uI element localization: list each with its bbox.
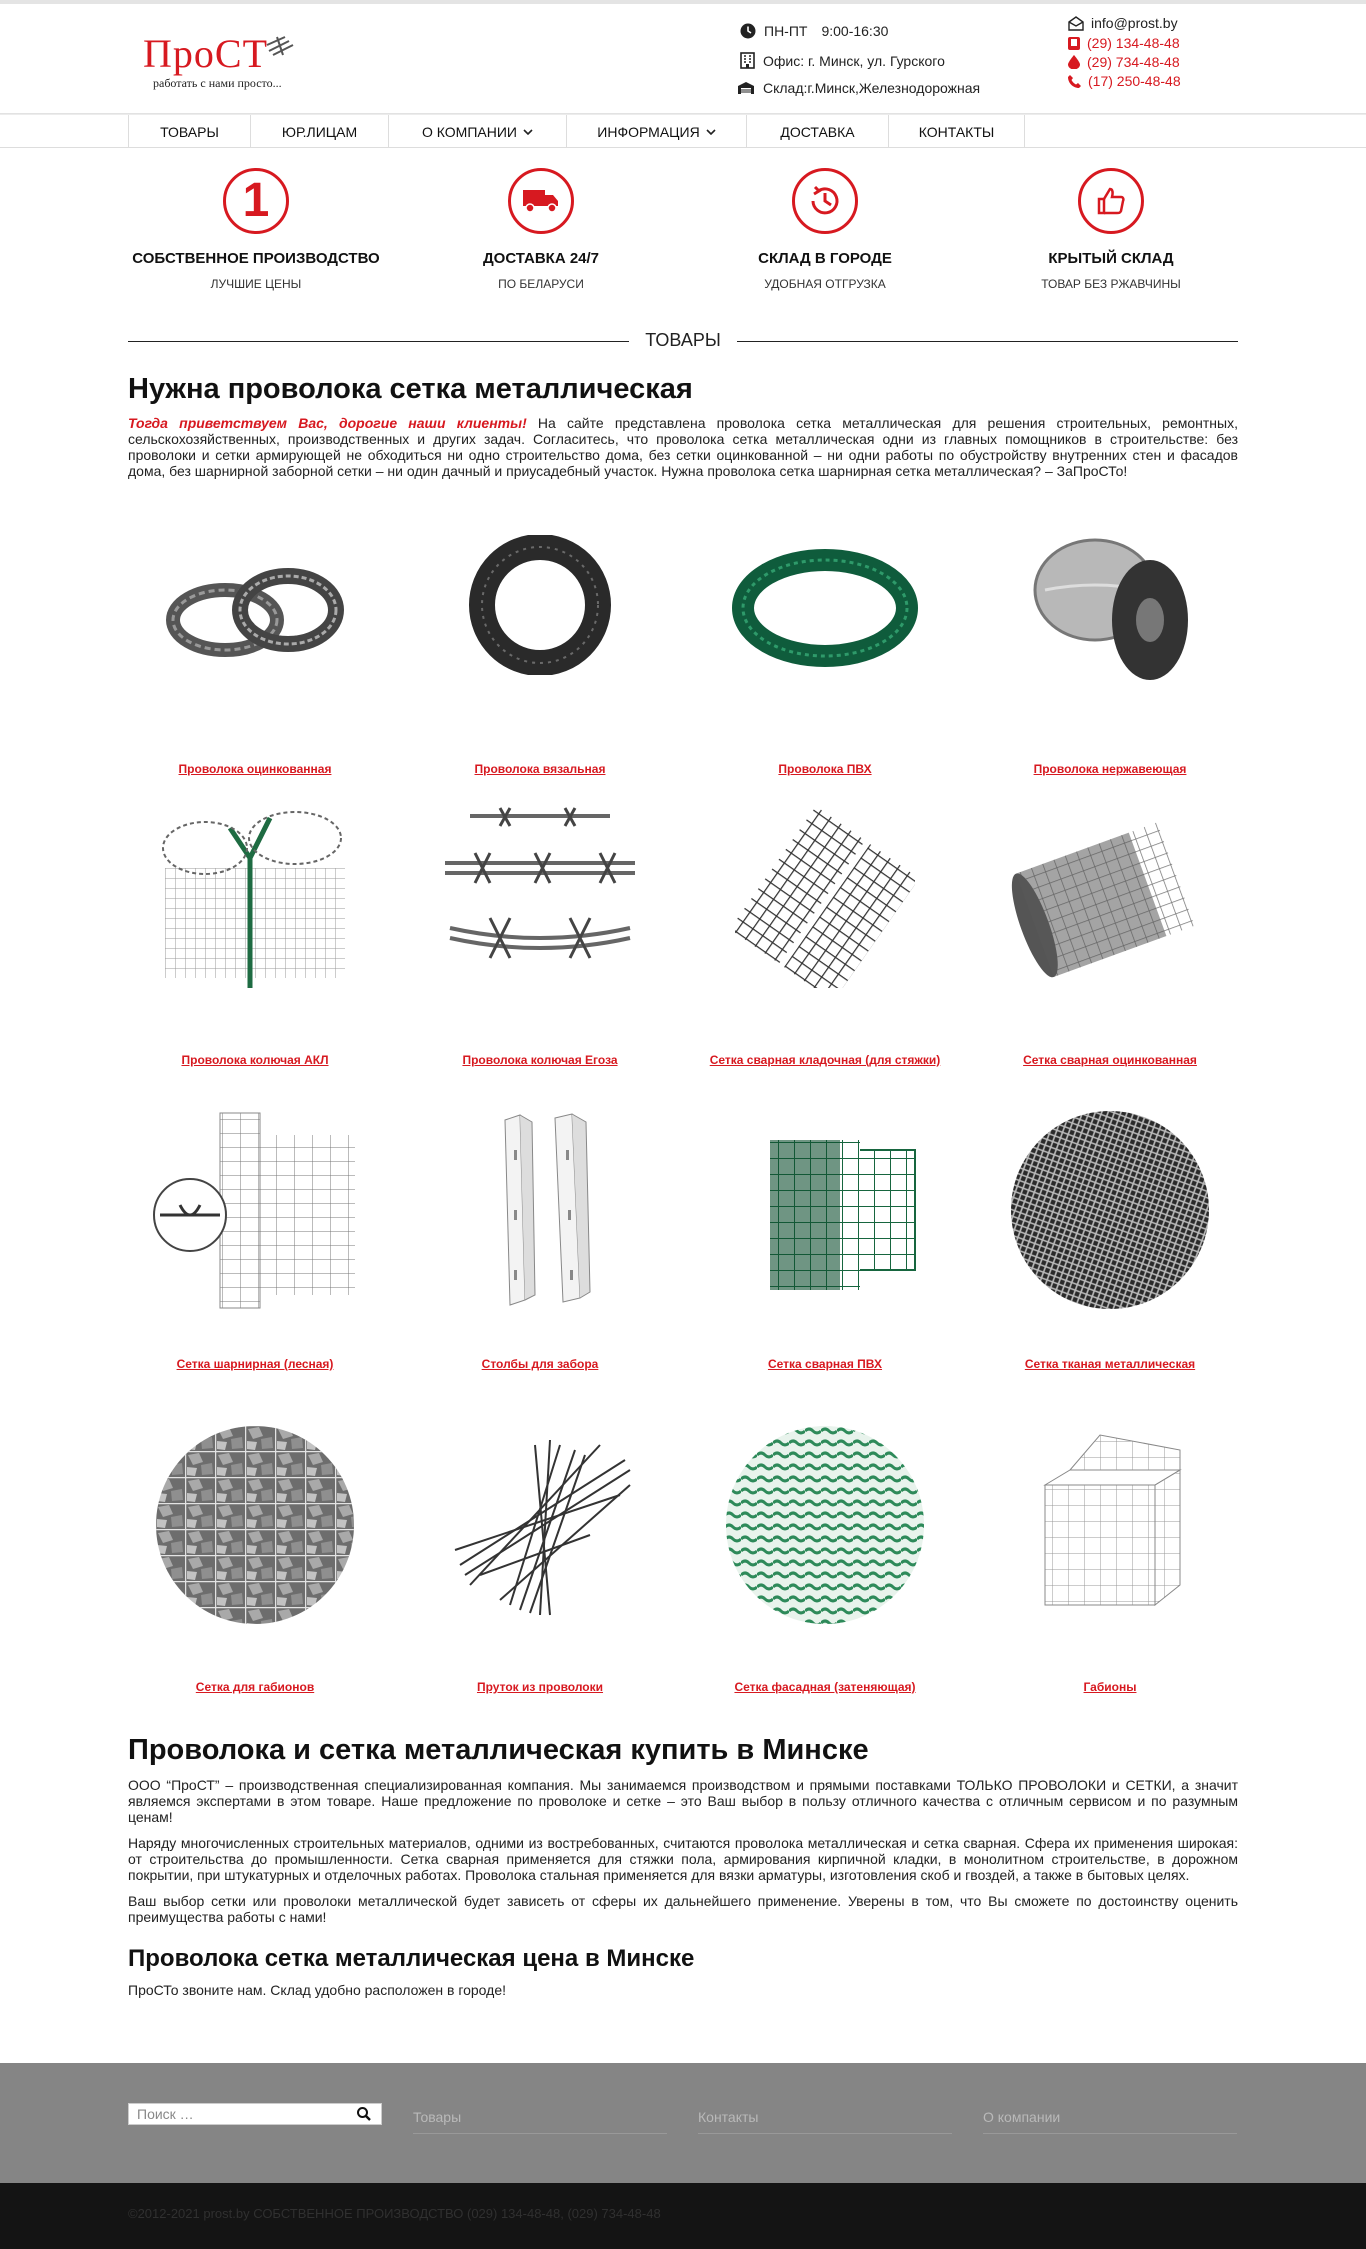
phone-1-text: (29) 134-48-48 — [1087, 35, 1180, 51]
masonry-mesh-icon — [720, 793, 930, 1003]
product-link[interactable]: Проволока нержавеющая — [1033, 762, 1187, 776]
product-card[interactable] — [120, 793, 390, 1067]
product-card[interactable] — [405, 1105, 675, 1371]
envelope-icon — [1068, 16, 1084, 31]
copyright-bar — [0, 2183, 1366, 2249]
product-link[interactable]: Сетка сварная оцинкованная — [1023, 1053, 1197, 1067]
section-title: ТОВАРЫ — [629, 330, 737, 350]
number-one-icon: 1 — [223, 168, 289, 234]
feature-warehouse — [680, 168, 970, 291]
product-link[interactable]: Сетка сварная кладочная (для стяжки) — [709, 1053, 941, 1067]
site-footer — [0, 2063, 1366, 2183]
feature-subtitle: ПО БЕЛАРУСИ — [498, 277, 584, 291]
office-address — [740, 52, 945, 69]
feature-title: КРЫТЫЙ СКЛАД — [1048, 250, 1174, 267]
chevron-down-icon — [523, 129, 533, 135]
feature-title: СОБСТВЕННОЕ ПРОИЗВОДСТВО — [132, 250, 380, 267]
footer-link-goods[interactable]: Товары — [413, 2109, 667, 2134]
copyright-text: ©2012-2021 prost.by СОБСТВЕННОЕ ПРОИЗВОДСТВО (029) 134-48-48, (029) 734-48-48 — [128, 2206, 661, 2221]
drop-icon — [1068, 55, 1080, 69]
product-link[interactable]: Пруток из проволоки — [476, 1680, 604, 1694]
fence-post-icon — [435, 1105, 645, 1315]
product-link[interactable]: Проволока вязальная — [474, 762, 606, 776]
email-text: info@prost.by — [1091, 15, 1178, 31]
logo-text: ПроСТ — [143, 31, 268, 76]
nav-item-info[interactable]: ИНФОРМАЦИЯ — [567, 115, 747, 148]
product-card[interactable] — [690, 793, 960, 1067]
warehouse-text: Склад:г.Минск,Железнодорожная — [763, 80, 981, 96]
features-row — [0, 148, 1366, 338]
phone-1[interactable] — [1068, 35, 1180, 51]
razor-wire-fence-icon — [150, 793, 360, 1003]
timer-icon — [792, 168, 858, 234]
section-heading-price: Проволока сетка металлическая цена в Минске — [128, 1945, 695, 1972]
logo[interactable] — [143, 28, 323, 98]
feature-title: СКЛАД В ГОРОДЕ — [758, 250, 892, 267]
facade-shade-net-icon — [720, 1420, 930, 1630]
product-link[interactable]: Сетка фасадная (затеняющая) — [734, 1680, 916, 1694]
product-link[interactable]: Проволока колючая АКЛ — [181, 1053, 329, 1067]
warehouse-icon — [737, 81, 755, 95]
galvanized-welded-mesh-roll-icon — [1005, 793, 1215, 1003]
product-card[interactable] — [690, 1420, 960, 1694]
hinged-mesh-icon — [150, 1105, 360, 1315]
footer-link-contacts[interactable]: Контакты — [698, 2109, 952, 2134]
woven-mesh-icon — [1005, 1105, 1215, 1315]
product-card[interactable] — [405, 500, 675, 776]
office-text: Офис: г. Минск, ул. Гурского — [763, 52, 945, 69]
product-link[interactable]: Проволока колючая Егоза — [462, 1053, 618, 1067]
product-link[interactable]: Габионы — [1083, 1680, 1137, 1694]
closing-text: ПроСТо звоните нам. Склад удобно расположен в городе! — [128, 1982, 507, 1998]
product-link[interactable]: Столбы для забора — [481, 1357, 599, 1371]
feature-subtitle: УДОБНАЯ ОТГРУЗКА — [764, 277, 886, 291]
intro-greeting: Тогда приветствуем Вас, дорогие наши клиенты! — [128, 415, 527, 431]
product-card[interactable] — [120, 1105, 390, 1371]
product-card[interactable] — [120, 1420, 390, 1694]
search-placeholder: Поиск … — [137, 2106, 194, 2122]
truck-icon — [508, 168, 574, 234]
product-card[interactable] — [975, 1105, 1245, 1371]
search-input[interactable] — [128, 2103, 382, 2125]
chevron-down-icon — [706, 129, 716, 135]
warehouse-address — [737, 80, 980, 96]
product-link[interactable]: Сетка тканая металлическая — [1024, 1357, 1196, 1371]
logo-mark-icon — [265, 35, 295, 57]
product-card[interactable] — [120, 500, 390, 776]
product-link[interactable]: Сетка шарнирная (лесная) — [176, 1357, 334, 1371]
wire-rods-icon — [435, 1420, 645, 1630]
paragraph: Ваш выбор сетки или проволоки металлической будет зависеть от сферы их дальнейшего применение. Уверены в том, что Вы сможете по достоинству оценить преимущества работы с нами! — [128, 1893, 1238, 1925]
product-card[interactable] — [975, 500, 1245, 776]
phone-3[interactable] — [1068, 73, 1181, 89]
hours-label: ПН-ПТ — [764, 23, 808, 39]
product-card[interactable] — [405, 793, 675, 1067]
gabion-stones-icon — [150, 1420, 360, 1630]
product-card[interactable] — [690, 1105, 960, 1371]
nav-item-about[interactable]: О КОМПАНИИ — [389, 115, 567, 148]
feature-covered — [966, 168, 1256, 291]
intro-text — [128, 415, 1238, 479]
product-card[interactable] — [405, 1420, 675, 1694]
product-link[interactable]: Сетка сварная ПВХ — [767, 1357, 883, 1371]
galvanized-wire-coil-icon — [150, 500, 360, 710]
stainless-wire-spool-icon — [1005, 500, 1215, 710]
feature-delivery — [396, 168, 686, 291]
nav-item-legal[interactable]: ЮР.ЛИЦАМ — [251, 115, 389, 148]
building-icon — [740, 52, 755, 69]
main-nav — [0, 114, 1366, 148]
gabion-box-icon — [1005, 1420, 1215, 1630]
feature-subtitle: ТОВАР БЕЗ РЖАВЧИНЫ — [1041, 277, 1181, 291]
pvc-wire-coil-icon — [720, 500, 930, 710]
product-card[interactable] — [690, 500, 960, 776]
intro-body: На сайте представлена проволока сетка металлическая для решения строительных, ремонтных, сельскохозяйственных, производственных и других задач. Согласитесь, что проволока сетка металлическая одни из главных помощников в строительстве: без проволоки и сетки армирующей не обходиться ни одно строительство дома, без сетки оцинкованной – ни одни работы по обустройству внутренних стен и фасадов дома, без шарнирной заборной сетки – ни один дачный и приусадебный участок. Нужна проволока сетка шарнирная сетка металлическая? – ЗаПроСТо! — [128, 415, 1238, 479]
clock-icon — [740, 23, 756, 39]
paragraph: ООО “ПроСТ” – производственная специализированная компания. Мы занимаемся производством и прямыми поставками ТОЛЬКО ПРОВОЛОКИ и СЕТКИ, а значит являемся экспертами в этом товаре. Наше предложение по проволоке и сетке – это Ваш выбор в пользу отличного качества с отличным сервисом и по разумным ценам! — [128, 1777, 1238, 1825]
logo-slogan: работать с нами просто... — [153, 76, 282, 90]
nav-item-goods[interactable]: ТОВАРЫ — [129, 115, 251, 148]
barbed-wire-icon — [435, 793, 645, 1003]
section-heading-buy: Проволока и сетка металлическая купить в Минске — [128, 1734, 869, 1766]
binding-wire-coil-icon — [435, 500, 645, 710]
product-link[interactable]: Проволока ПВХ — [778, 762, 872, 776]
handset-icon — [1068, 75, 1081, 88]
page-title: Нужна проволока сетка металлическая — [128, 373, 693, 405]
product-link[interactable]: Проволока оцинкованная — [178, 762, 332, 776]
phone-2[interactable] — [1068, 54, 1180, 70]
feature-subtitle: ЛУЧШИЕ ЦЕНЫ — [210, 277, 302, 291]
hours-value: 9:00-16:30 — [821, 23, 889, 39]
nav-item-delivery[interactable]: ДОСТАВКА — [747, 115, 889, 148]
product-link[interactable]: Сетка для габионов — [195, 1680, 315, 1694]
mobile-phone-icon — [1068, 37, 1080, 50]
paragraph: Наряду многочисленных строительных материалов, одними из востребованных, считаются проволока металлическая и сетка сварная. Сфера их применения широкая: от строительства до промышленности. Сетка сварная применяется для стяжки пола, армирования кирпичной кладки, в монолитном строительстве, в дорожном покрытии, при штукатурных и отделочных работах. Проволока стальная применяется для вязки арматуры, изготовления скоб и гвоздей, а также в бытовых целях. — [128, 1835, 1238, 1883]
search-icon[interactable] — [357, 2107, 371, 2121]
email-contact[interactable] — [1068, 15, 1178, 31]
feature-production — [111, 168, 401, 291]
feature-title: ДОСТАВКА 24/7 — [482, 250, 600, 267]
thumbs-up-icon — [1078, 168, 1144, 234]
product-card[interactable] — [975, 793, 1245, 1067]
product-card[interactable] — [975, 1420, 1245, 1694]
phone-2-text: (29) 734-48-48 — [1087, 54, 1180, 70]
nav-item-contacts[interactable]: КОНТАКТЫ — [889, 115, 1025, 148]
phone-3-text: (17) 250-48-48 — [1088, 73, 1181, 89]
pvc-welded-mesh-roll-icon — [720, 1105, 930, 1315]
site-header — [0, 4, 1366, 114]
work-hours — [740, 23, 888, 39]
footer-link-about[interactable]: О компании — [983, 2109, 1237, 2134]
section-divider — [128, 330, 1238, 350]
